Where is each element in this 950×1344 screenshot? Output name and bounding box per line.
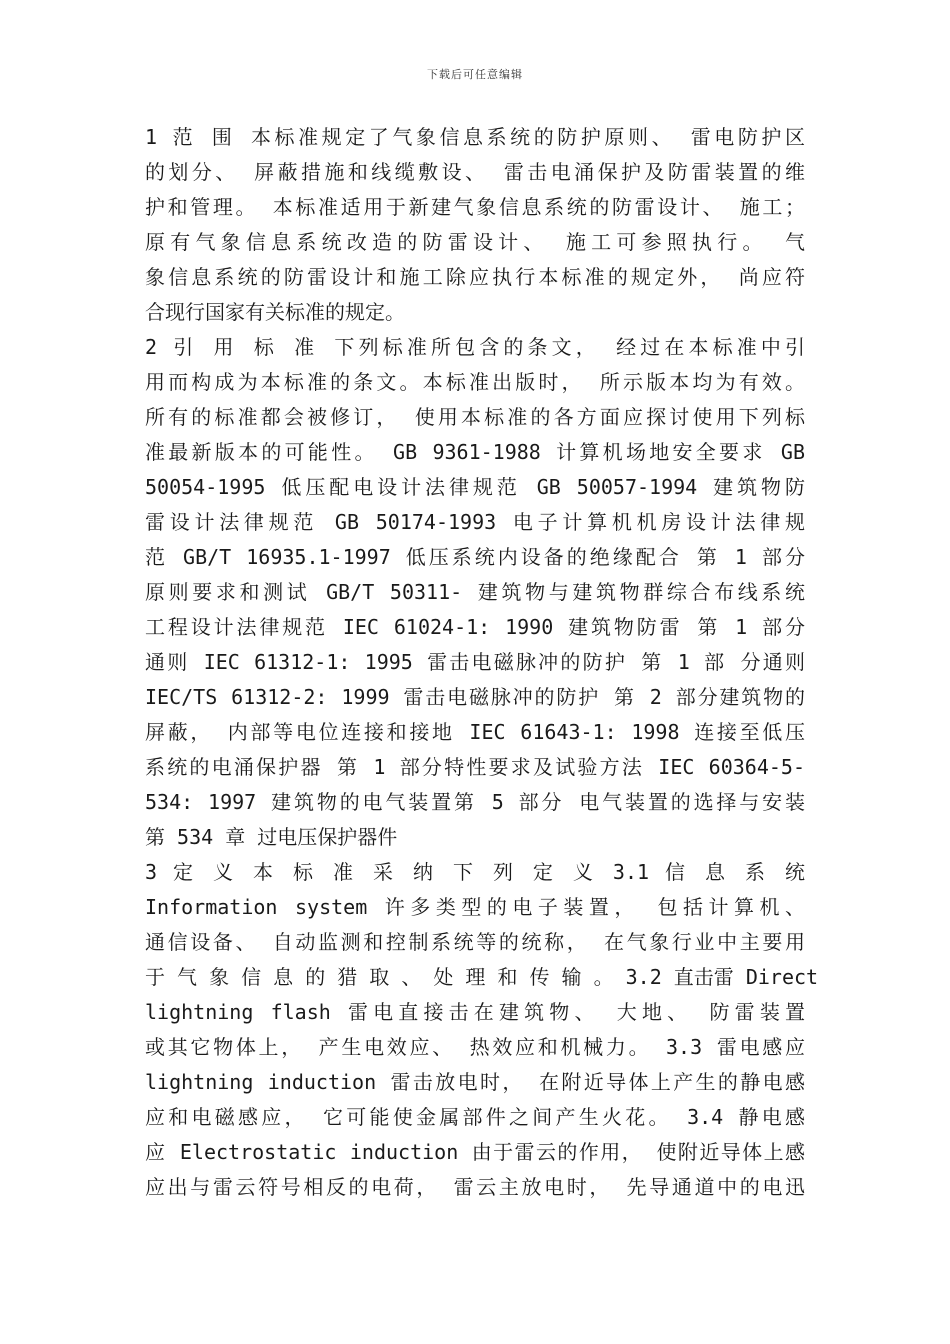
page-header: 下载后可任意编辑 <box>427 68 523 81</box>
text-line: 准最新版本的可能性。 GB 9361-1988 计算机场地安全要求 GB <box>145 440 805 464</box>
text-line: 或其它物体上， 产生电效应、 热效应和机械力。 3.3 雷电感应 <box>145 1035 805 1059</box>
text-line: 50054-1995 低压配电设计法律规范 GB 50057-1994 建筑物防 <box>145 475 805 499</box>
text-line: 屏蔽， 内部等电位连接和接地 IEC 61643-1: 1998 连接至低压 <box>145 720 805 744</box>
text-line: 第 534 章 过电压保护器件 <box>145 825 398 849</box>
text-line: 于 气 象 信 息 的 猎 取 、 处 理 和 传 输 。 3.2 直击雷 Direct <box>145 965 819 989</box>
text-line: 系统的电涌保护器 第 1 部分特性要求及试验方法 IEC 60364-5- <box>145 755 805 779</box>
text-line: 用而构成为本标准的条文。本标准出版时， 所示版本均为有效。 <box>145 370 805 394</box>
text-line: 1 范 围 本标准规定了气象信息系统的防护原则、 雷电防护区 <box>145 125 805 149</box>
text-line: 原则要求和测试 GB/T 50311- 建筑物与建筑物群综合布线系统 <box>145 580 805 604</box>
text-line: lightning flash 雷电直接击在建筑物、 大地、 防雷装置 <box>145 1000 805 1024</box>
text-line: 范 GB/T 16935.1-1997 低压系统内设备的绝缘配合 第 1 部分 <box>145 545 805 569</box>
text-line: 534: 1997 建筑物的电气装置第 5 部分 电气装置的选择与安装 <box>145 790 805 814</box>
text-line: 护和管理。 本标准适用于新建气象信息系统的防雷设计、 施工； <box>145 195 805 219</box>
text-line: 通信设备、 自动监测和控制系统等的统称， 在气象行业中主要用 <box>145 930 805 954</box>
document-body <box>145 120 819 1205</box>
text-line: Information system 许多类型的电子装置， 包括计算机、 <box>145 895 805 919</box>
text-line: 工程设计法律规范 IEC 61024-1: 1990 建筑物防雷 第 1 部分 <box>145 615 805 639</box>
text-line: 雷设计法律规范 GB 50174-1993 电子计算机机房设计法律规 <box>145 510 805 534</box>
text-line: 通则 IEC 61312-1: 1995 雷击电磁脉冲的防护 第 1 部 分通则 <box>145 650 805 674</box>
text-line: 应 Electrostatic induction 由于雷云的作用， 使附近导体上感 <box>145 1140 805 1164</box>
text-line: 合现行国家有关标准的规定。 <box>145 300 405 324</box>
text-line: 应出与雷云符号相反的电荷， 雷云主放电时， 先导通道中的电迅 <box>145 1175 805 1199</box>
text-line: 的划分、 屏蔽措施和线缆敷设、 雷击电涌保护及防雷装置的维 <box>145 160 805 184</box>
text-line: 所有的标准都会被修订， 使用本标准的各方面应探讨使用下列标 <box>145 405 805 429</box>
text-line: IEC/TS 61312-2: 1999 雷击电磁脉冲的防护 第 2 部分建筑物的 <box>145 685 805 709</box>
text-line: 3 定 义 本 标 准 采 纳 下 列 定 义 3.1 信 息 系 统 <box>145 860 805 884</box>
text-line: lightning induction 雷击放电时， 在附近导体上产生的静电感 <box>145 1070 805 1094</box>
text-line: 原有气象信息系统改造的防雷设计、 施工可参照执行。 气 <box>145 230 805 254</box>
text-line: 2 引 用 标 准 下列标准所包含的条文， 经过在本标准中引 <box>145 335 805 359</box>
text-line: 象信息系统的防雷设计和施工除应执行本标准的规定外， 尚应符 <box>145 265 805 289</box>
text-line: 应和电磁感应， 它可能使金属部件之间产生火花。 3.4 静电感 <box>145 1105 805 1129</box>
